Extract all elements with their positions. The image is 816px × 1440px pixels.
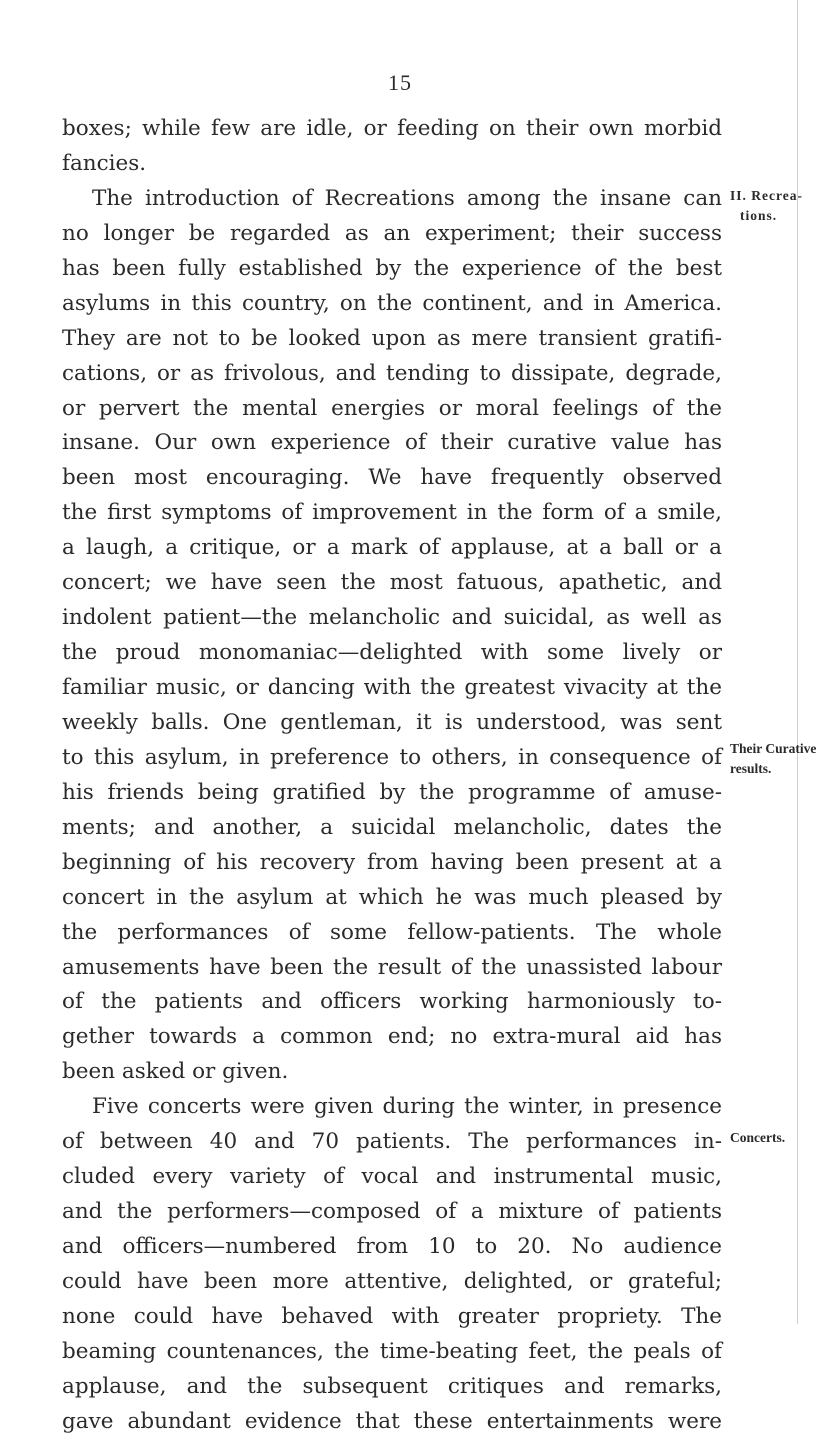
text-line: cations, or as frivolous, and tending to dissipate, degrade, bbox=[62, 360, 722, 386]
text-line: no longer be regarded as an experiment; their success bbox=[62, 220, 722, 246]
text-line: the proud monomaniac—delighted with some lively or bbox=[62, 640, 722, 666]
text-line: insane. Our own experience of their curative value has bbox=[62, 430, 722, 456]
text-line: to this asylum, in preference to others, in consequence of bbox=[62, 744, 722, 770]
text-line: the first symptoms of improvement in the form of a smile, bbox=[62, 500, 722, 526]
text-line: concert in the asylum at which he was much pleased by bbox=[62, 884, 722, 910]
text-line: familiar music, or dancing with the greatest vivacity at the bbox=[62, 675, 722, 700]
text-line: been most encouraging. We have frequently observed bbox=[62, 465, 722, 491]
text-line: a laugh, a critique, or a mark of applause, at a ball or a bbox=[62, 535, 722, 561]
side-note-recreations-1: II. Recrea- bbox=[730, 188, 803, 203]
side-note-curative-1: Their Curative bbox=[730, 741, 816, 756]
text-line: boxes; while few are idle, or feeding on their own morbid bbox=[62, 116, 722, 141]
text-line: gave abundant evidence that these entertainments were bbox=[62, 1408, 722, 1434]
text-line: the performances of some fellow-patients. The whole bbox=[62, 919, 722, 945]
text-line: beginning of his recovery from having been present at a bbox=[62, 849, 722, 875]
text-line: beaming countenances, the time-beating feet, the peals of bbox=[62, 1338, 722, 1364]
text-line: of between 40 and 70 patients. The performances in- bbox=[62, 1129, 722, 1155]
text-line: amusements have been the result of the unassisted labour bbox=[62, 954, 722, 980]
body-text bbox=[62, 112, 722, 1440]
text-line: weekly balls. One gentleman, it is understood, was sent bbox=[62, 709, 722, 735]
text-line: could have been more attentive, delighted, or grateful; bbox=[62, 1268, 722, 1294]
text-line: and the performers—composed of a mixture of patients bbox=[62, 1199, 722, 1225]
text-line: or pervert the mental energies or moral feelings of the bbox=[62, 395, 722, 421]
text-line: ments; and another, a suicidal melancholic, dates the bbox=[62, 814, 722, 840]
side-note-concerts: Concerts. bbox=[730, 1130, 786, 1145]
side-note-curative-2: results. bbox=[730, 761, 772, 776]
text-line: concert; we have seen the most fatuous, apathetic, and bbox=[62, 570, 722, 596]
page-number: 15 bbox=[388, 70, 412, 95]
text-line: They are not to be looked upon as mere transient gratifi- bbox=[62, 325, 722, 351]
text-line: The introduction of Recreations among the insane can bbox=[92, 185, 722, 211]
text-line: gether towards a common end; no extra-mural aid has bbox=[62, 1024, 722, 1050]
text-line: fancies. bbox=[62, 150, 147, 176]
text-line: has been fully established by the experience of the best bbox=[62, 255, 722, 281]
side-note-recreations-2: tions. bbox=[740, 208, 778, 223]
text-line: indolent patient—the melancholic and suicidal, as well as bbox=[62, 605, 722, 631]
text-line: cluded every variety of vocal and instrumental music, bbox=[62, 1164, 722, 1190]
text-line: of the patients and officers working harmoniously to- bbox=[62, 989, 722, 1015]
text-line: and officers—numbered from 10 to 20. No audience bbox=[62, 1234, 722, 1259]
text-line: asylums in this country, on the continent, and in America. bbox=[62, 290, 722, 316]
text-line: none could have behaved with greater propriety. The bbox=[62, 1303, 722, 1329]
text-line: applause, and the subsequent critiques and remarks, bbox=[62, 1373, 722, 1399]
text-line: been asked or given. bbox=[62, 1059, 289, 1085]
text-line: Five concerts were given during the winter, in presence bbox=[92, 1094, 722, 1120]
text-line: his friends being gratified by the programme of amuse- bbox=[62, 779, 722, 805]
